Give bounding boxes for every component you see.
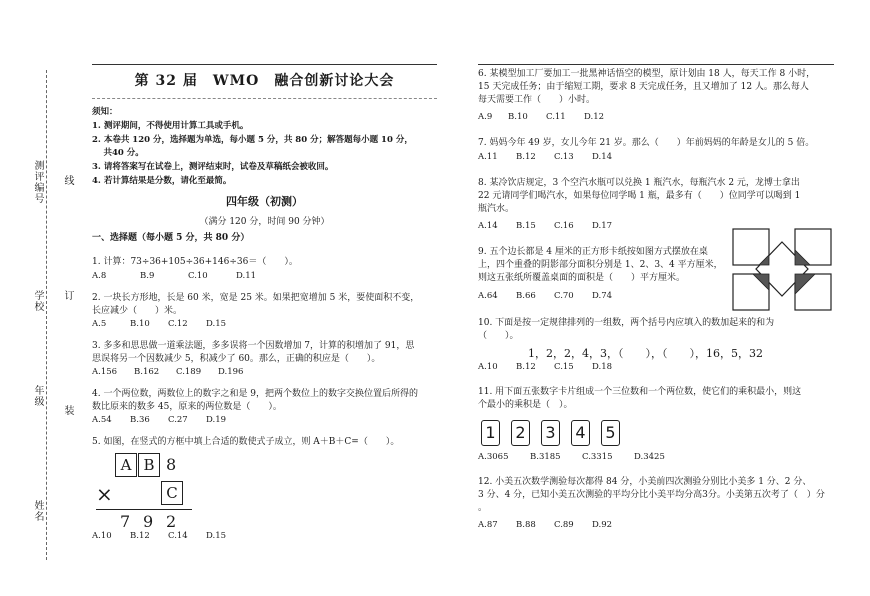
- question-text: 12. 小美五次数学测验每次都得 84 分，小美前四次测验分别比小美多 1 分、2 分、: [478, 477, 812, 487]
- question-3: [92, 340, 414, 366]
- question-text: 6. 某模型加工厂要加工一批黑神话悟空的模型，原计划由 18 人，每天工作 8 小时，: [478, 69, 816, 79]
- option-c: C.89: [554, 520, 574, 530]
- question-text: （ ）。: [478, 331, 519, 341]
- page-title: 第 32 届 WMO 融合创新讨论大会: [134, 73, 395, 89]
- question-text: 15 天完成任务；由于缩短工期，要求 8 天完成任务，且又增加了 12 人。那么每人: [478, 82, 809, 92]
- number-sequence: 1，2，2，4，3，（ ），（ ），16，5，32: [528, 347, 763, 360]
- question-text: 每天需要工作（ ）小时。: [478, 95, 596, 105]
- question-1: [92, 256, 298, 269]
- top-rule-right: [478, 64, 834, 65]
- box-b: B: [138, 453, 160, 477]
- result-digit: 7: [120, 512, 131, 531]
- result-digit: 2: [166, 512, 177, 531]
- option-b: B.36: [130, 415, 150, 425]
- option-c: C.13: [554, 152, 574, 162]
- bind-mark-ding: 订: [62, 290, 73, 300]
- question-6: [478, 68, 815, 107]
- option-b: B.10: [130, 319, 150, 329]
- option-d: D.196: [218, 367, 244, 377]
- option-c: C.16: [554, 221, 574, 231]
- notes-item: 3. 请将答案写在试卷上，测评结束时，试卷及草稿纸会被收回。: [92, 162, 334, 173]
- notes-item: 1. 测评期间，不得使用计算工具或手机。: [92, 120, 249, 131]
- option-b: B.66: [516, 291, 536, 301]
- bind-mark-xian: 线: [62, 175, 73, 185]
- option-b: B.88: [516, 520, 536, 530]
- question-text: 4. 一个两位数，两数位上的数字之和是 9，把两个数位上的数字交换位置后所得的: [92, 389, 419, 399]
- option-b: B.12: [516, 152, 536, 162]
- option-c: C.15: [554, 362, 574, 372]
- question-7-options: [478, 152, 612, 162]
- option-d: D.15: [206, 531, 227, 541]
- notes-item: 共40 分。: [92, 148, 144, 159]
- option-b: B.162: [134, 367, 160, 377]
- question-text: 11. 用下面五张数字卡片组成一个三位数和一个两位数，使它们的乘积最小，则这: [478, 387, 802, 397]
- question-8: [478, 177, 800, 216]
- question-text: 8. 某冷饮店规定，3 个空汽水瓶可以兑换 1 瓶汽水，每瓶汽水 2 元，龙博士拿出: [478, 178, 800, 188]
- notes-heading: 须知：: [92, 107, 118, 117]
- question-text: 3 分、4 分，已知小美五次测验的平均分比小美平均分高3分。小美第五次考了（ ）分: [478, 490, 825, 500]
- digit-card: 5: [601, 420, 620, 446]
- question-text: 瓶汽水。: [478, 204, 515, 214]
- question-10: [478, 317, 774, 343]
- question-12: [478, 476, 825, 515]
- question-10-options: [478, 362, 612, 372]
- question-2-options: [92, 319, 226, 329]
- question-3-options: [92, 367, 243, 377]
- option-d: D.18: [592, 362, 613, 372]
- option-d: D.12: [584, 112, 605, 122]
- question-text: 个最小的乘积是（ ）。: [478, 400, 573, 410]
- option-a: A.11: [478, 152, 498, 162]
- product-line: [96, 509, 192, 510]
- option-a: A.10: [478, 362, 498, 372]
- question-text: 则这五张纸所覆盖桌面的面积是（ ）平方厘米。: [478, 273, 686, 283]
- option-a: A.5: [92, 319, 107, 329]
- question-text: 。: [478, 503, 488, 513]
- option-d: D.14: [592, 152, 613, 162]
- binding-line: [46, 70, 47, 560]
- digit-8: 8: [166, 455, 177, 474]
- option-d: D.3425: [634, 452, 665, 462]
- question-5-options: [92, 531, 226, 541]
- option-a: A.14: [478, 221, 498, 231]
- question-12-options: [478, 520, 612, 530]
- option-a: A.156: [92, 367, 118, 377]
- box-a: A: [115, 453, 137, 477]
- question-text: 长应减少（ ）米。: [92, 306, 183, 316]
- exam-number-label: 测评编号: [32, 160, 43, 204]
- question-7: [478, 137, 814, 150]
- title-divider: [92, 98, 437, 99]
- question-text: 上，四个重叠的阴影部分面积分别是 1、2、3、4 平方厘米，: [478, 260, 723, 270]
- times-sign: ×: [96, 482, 113, 506]
- option-b: B.9: [140, 271, 155, 281]
- name-label: 姓名: [32, 500, 43, 522]
- question-text: 2. 一块长方形地，长是 60 米，宽是 25 米。如果把宽增加 5 米，要使面积不变，: [92, 293, 420, 303]
- option-a: A.3065: [478, 452, 509, 462]
- option-d: D.92: [592, 520, 613, 530]
- question-11: [478, 386, 801, 412]
- option-a: A.87: [478, 520, 498, 530]
- question-text: 22 元请同学们喝汽水，如果每位同学喝 1 瓶，最多有（ ）位同学可以喝到 1: [478, 191, 801, 201]
- question-4: [92, 388, 418, 414]
- option-c: C.10: [188, 271, 208, 281]
- question-9-options: [478, 291, 612, 301]
- option-c: C.3315: [582, 452, 613, 462]
- option-d: D.74: [592, 291, 613, 301]
- squares-figure: [730, 228, 834, 312]
- score-time: （满分 120 分，时间 90 分钟）: [199, 217, 330, 227]
- option-a: A.64: [478, 291, 498, 301]
- question-text: 3. 多多和思思做一道乘法题，多多误将一个因数增加 7，计算的积增加了 91，思: [92, 341, 415, 351]
- option-d: D.11: [236, 271, 257, 281]
- question-2: [92, 292, 419, 318]
- question-text: 10. 下面是按一定规律排列的一组数，两个括号内应填入的数加起来的和为: [478, 318, 775, 328]
- question-text: 5. 如图，在竖式的方框中填上合适的数使式子成立，则 A＋B＋C=（ ）。: [92, 437, 400, 447]
- option-a: A.8: [92, 271, 107, 281]
- question-5: [92, 436, 399, 449]
- digit-card: 4: [571, 420, 590, 446]
- bind-mark-zhuang: 装: [62, 405, 73, 415]
- option-c: C.27: [168, 415, 188, 425]
- question-9: [478, 246, 723, 285]
- question-text: 1. 计算：73÷36+105÷36+146÷36＝（ ）。: [92, 257, 298, 267]
- option-b: B.15: [516, 221, 536, 231]
- option-b: B.12: [516, 362, 536, 372]
- option-d: D.19: [206, 415, 227, 425]
- grade-label: 年级: [32, 385, 43, 407]
- section-heading: 一、选择题（每小题 5 分，共 80 分）: [92, 233, 250, 243]
- option-b: B.12: [130, 531, 150, 541]
- question-1-options: [92, 271, 256, 281]
- option-c: C.14: [168, 531, 188, 541]
- option-a: A.54: [92, 415, 112, 425]
- question-text: 思误将另一个因数减少 5，积减少了 60。那么，正确的积应是（ ）。: [92, 354, 381, 364]
- option-d: D.17: [592, 221, 613, 231]
- box-c: C: [161, 481, 183, 505]
- digit-card: 2: [511, 420, 530, 446]
- digit-card: 1: [481, 420, 500, 446]
- option-c: C.70: [554, 291, 574, 301]
- notes-item: 2. 本卷共 120 分，选择题为单选，每小题 5 分，共 80 分；解答题每小题 10 分，: [92, 134, 413, 145]
- option-a: A.9: [478, 112, 493, 122]
- option-c: C.189: [176, 367, 202, 377]
- option-c: C.11: [546, 112, 566, 122]
- result-digit: 9: [143, 512, 154, 531]
- option-b: B.10: [508, 112, 528, 122]
- notes-block: [92, 106, 442, 189]
- question-text: 9. 五个边长都是 4 厘米的正方形卡纸按如图方式摆放在桌: [478, 247, 708, 257]
- question-8-options: [478, 221, 612, 231]
- question-11-options: [478, 452, 665, 462]
- question-6-options: [478, 112, 604, 122]
- question-text: 数比原来的数多 45，原来的两位数是（ ）。: [92, 402, 282, 412]
- digit-card: 3: [541, 420, 560, 446]
- question-4-options: [92, 415, 226, 425]
- notes-item: 4. 若计算结果是分数，请化至最简。: [92, 175, 232, 186]
- option-c: C.12: [168, 319, 188, 329]
- school-label: 学校: [32, 290, 43, 312]
- option-a: A.10: [92, 531, 112, 541]
- option-b: B.3185: [530, 452, 561, 462]
- top-rule-left: [92, 64, 437, 65]
- option-d: D.15: [206, 319, 227, 329]
- grade-heading: 四年级（初测）: [226, 195, 303, 208]
- question-text: 7. 妈妈今年 49 岁，女儿今年 21 岁。那么（ ）年前妈妈的年龄是女儿的 5 倍。: [478, 138, 815, 148]
